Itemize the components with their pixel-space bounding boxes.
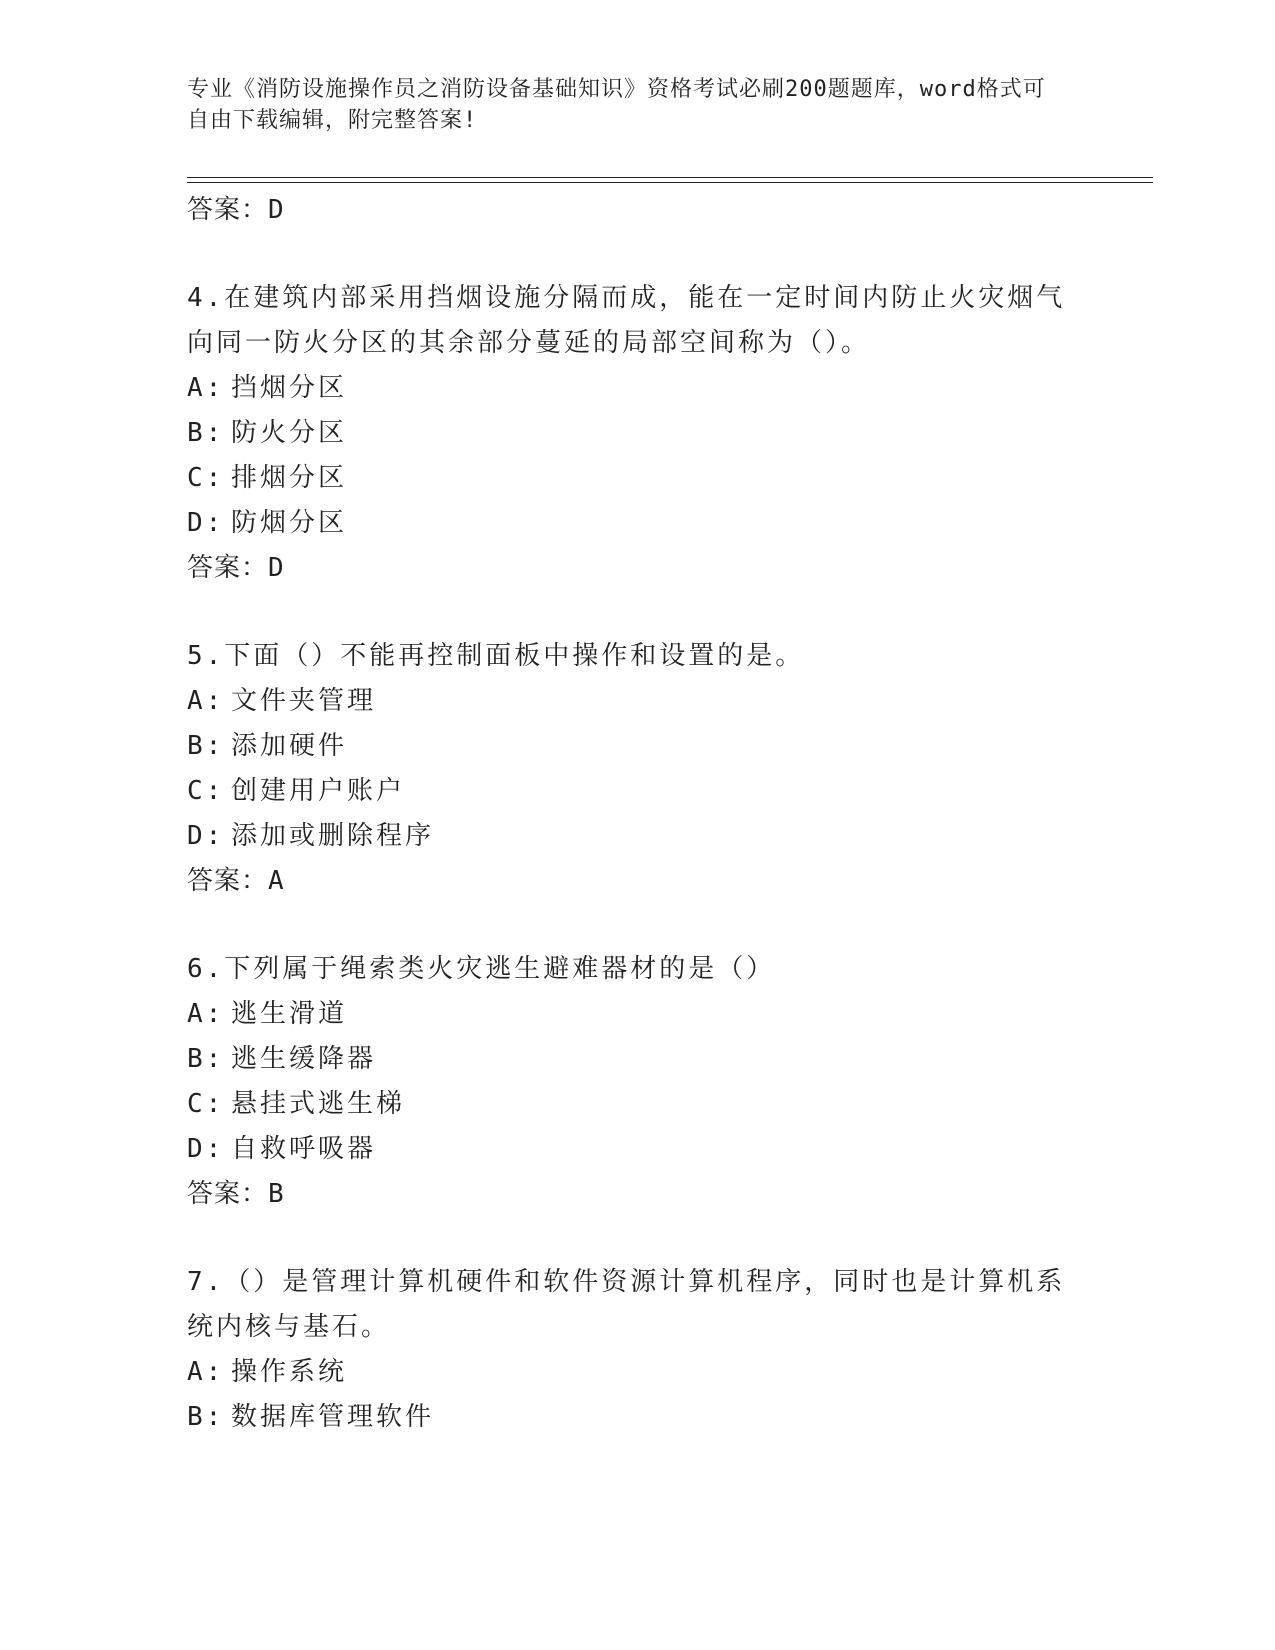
option-c bbox=[187, 769, 1087, 814]
option-a bbox=[187, 366, 1087, 411]
option-letter: A: bbox=[187, 373, 225, 403]
option-text: 防烟分区 bbox=[231, 508, 348, 538]
question-item bbox=[187, 947, 1087, 1216]
question-item bbox=[187, 276, 1087, 590]
option-text: 操作系统 bbox=[231, 1357, 348, 1387]
option-text: 排烟分区 bbox=[231, 463, 348, 493]
question-item bbox=[187, 1260, 1087, 1440]
option-text: 数据库管理软件 bbox=[231, 1402, 435, 1432]
option-d bbox=[187, 814, 1087, 859]
option-text: 悬挂式逃生梯 bbox=[231, 1089, 406, 1119]
question-stem: 5.下面（）不能再控制面板中操作和设置的是。 bbox=[187, 641, 805, 671]
option-text: 创建用户账户 bbox=[231, 776, 406, 806]
answer-line: 答案：A bbox=[187, 866, 285, 896]
option-text: 逃生滑道 bbox=[231, 999, 348, 1029]
page-header: 专业《消防设施操作员之消防设备基础知识》资格考试必刷200题题库，word格式可自由下载编辑，附完整答案! bbox=[187, 77, 1046, 133]
option-letter: D: bbox=[187, 508, 225, 538]
option-letter: C: bbox=[187, 463, 225, 493]
question-stem: 4.在建筑内部采用挡烟设施分隔而成，能在一定时间内防止火灾烟气向同一防火分区的其余部分蔓延的局部空间称为（）。 bbox=[187, 283, 1066, 358]
option-b bbox=[187, 1037, 1087, 1082]
header-rule-top bbox=[187, 177, 1153, 178]
question-stem: 6.下列属于绳索类火灾逃生避难器材的是（） bbox=[187, 954, 776, 984]
option-text: 挡烟分区 bbox=[231, 373, 348, 403]
option-a bbox=[187, 679, 1087, 724]
option-b bbox=[187, 724, 1087, 769]
option-text: 文件夹管理 bbox=[231, 686, 377, 716]
answer-line: 答案：D bbox=[187, 553, 285, 583]
option-letter: C: bbox=[187, 776, 225, 806]
question-stem: 7.（）是管理计算机硬件和软件资源计算机程序，同时也是计算机系统内核与基石。 bbox=[187, 1267, 1066, 1342]
question-item bbox=[187, 634, 1087, 903]
option-letter: B: bbox=[187, 1044, 225, 1074]
option-letter: B: bbox=[187, 1402, 225, 1432]
option-letter: D: bbox=[187, 821, 225, 851]
option-c bbox=[187, 456, 1087, 501]
question-list bbox=[187, 188, 1087, 1440]
option-letter: A: bbox=[187, 686, 225, 716]
option-text: 添加或删除程序 bbox=[231, 821, 435, 851]
answer-line: 答案：D bbox=[187, 195, 285, 225]
option-letter: B: bbox=[187, 731, 225, 761]
option-b bbox=[187, 1395, 1087, 1440]
option-text: 逃生缓降器 bbox=[231, 1044, 377, 1074]
option-text: 自救呼吸器 bbox=[231, 1134, 377, 1164]
option-a bbox=[187, 992, 1087, 1037]
option-text: 添加硬件 bbox=[231, 731, 348, 761]
option-letter: A: bbox=[187, 1357, 225, 1387]
answer-line: 答案：B bbox=[187, 1179, 285, 1209]
option-d bbox=[187, 501, 1087, 546]
option-letter: C: bbox=[187, 1089, 225, 1119]
option-letter: B: bbox=[187, 418, 225, 448]
option-letter: A: bbox=[187, 999, 225, 1029]
header-rule-bottom bbox=[187, 182, 1153, 183]
option-b bbox=[187, 411, 1087, 456]
option-a bbox=[187, 1350, 1087, 1395]
option-letter: D: bbox=[187, 1134, 225, 1164]
option-d bbox=[187, 1127, 1087, 1172]
option-text: 防火分区 bbox=[231, 418, 348, 448]
option-c bbox=[187, 1082, 1087, 1127]
